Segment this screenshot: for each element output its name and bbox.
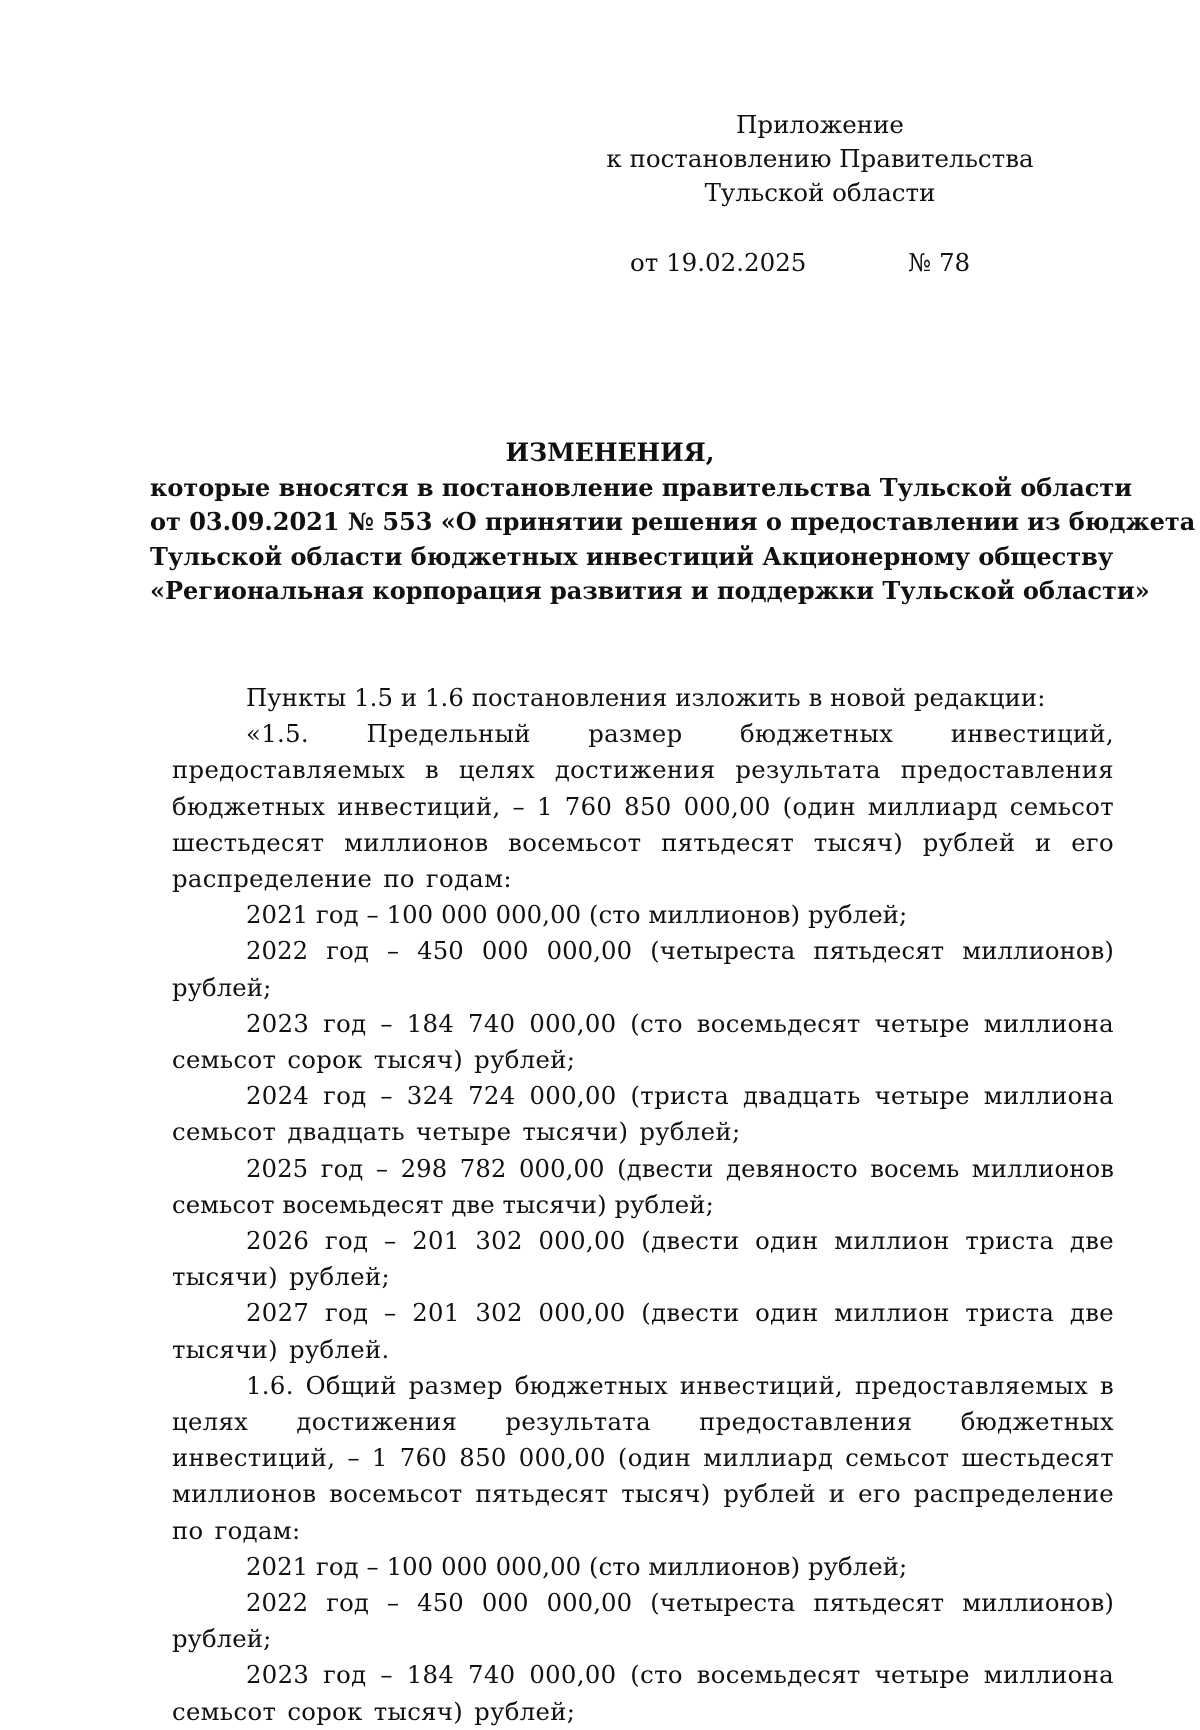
year-item: 2021 год – 100 000 000,00 (сто миллионов) рублей; xyxy=(246,1551,908,1581)
appendix-line-3: Тульской области xyxy=(704,178,936,207)
year-item: 2023 год – 184 740 000,00 (сто восемьдесят четыре миллиона семьсот сорок тысяч) рублей; xyxy=(172,1008,1114,1075)
title-line-3: Тульской области бюджетных инвестиций Акционерному обществу xyxy=(150,541,1114,571)
year-item: 2021 год – 100 000 000,00 (сто миллионов) рублей; xyxy=(246,900,908,930)
title-line-2: от 03.09.2021 № 553 «О принятии решения о предоставлении из бюджета xyxy=(150,507,1196,536)
document-body xyxy=(172,680,1114,1730)
year-item: 2024 год – 324 724 000,00 (триста двадцать четыре миллиона семьсот двадцать четыре тысячи) рублей; xyxy=(172,1081,1114,1147)
title-line-4: «Региональная корпорация развития и поддержки Тульской области» xyxy=(150,576,1150,605)
decree-number: № 78 xyxy=(908,248,971,277)
title-line-1: которые вносятся в постановление правительства Тульской области xyxy=(150,472,1133,502)
appendix-line-2: к постановлению Правительства xyxy=(606,144,1034,173)
title-heading: ИЗМЕНЕНИЯ, xyxy=(505,438,715,467)
appendix-reference xyxy=(600,108,1040,210)
year-item: 2023 год – 184 740 000,00 (сто восемьдесят четыре миллиона семьсот сорок тысяч) рублей; xyxy=(172,1660,1114,1726)
decree-date: от 19.02.2025 xyxy=(630,248,807,277)
intro-paragraph: Пункты 1.5 и 1.6 постановления изложить в новой редакции: xyxy=(246,683,1046,712)
year-item: 2025 год – 298 782 000,00 (двести девяносто восемь миллионов семьсот восемьдесят две тысячи) рублей; xyxy=(172,1153,1114,1219)
year-item: 2022 год – 450 000 000,00 (четыреста пятьдесят миллионов) рублей; xyxy=(172,936,1114,1002)
year-item: 2022 год – 450 000 000,00 (четыреста пятьдесят миллионов) рублей; xyxy=(172,1588,1114,1654)
document-title xyxy=(150,436,1196,609)
year-item: 2027 год – 201 302 000,00 (двести один миллион триста две тысячи) рублей. xyxy=(172,1298,1114,1364)
paragraph-1-6: 1.6. Общий размер бюджетных инвестиций, предоставляемых в целях достижения результата предоставления бюджетных инвестиций, – 1 760 850 000,00 (один миллиард семьсот шестьдесят миллионов восемьсот пятьдесят тысяч) рублей и его распределение по годам: xyxy=(172,1370,1114,1545)
paragraph-1-5: «1.5. Предельный размер бюджетных инвестиций, предоставляемых в целях достижения результата предоставления бюджетных инвестиций, – 1 760 850 000,00 (один миллиард семьсот шестьдесят миллионов восемьсот пятьдесят тысяч) рублей и его распределение по годам: xyxy=(172,719,1114,894)
appendix-line-1: Приложение xyxy=(736,110,904,139)
year-item: 2026 год – 201 302 000,00 (двести один миллион триста две тысячи) рублей; xyxy=(172,1226,1114,1292)
